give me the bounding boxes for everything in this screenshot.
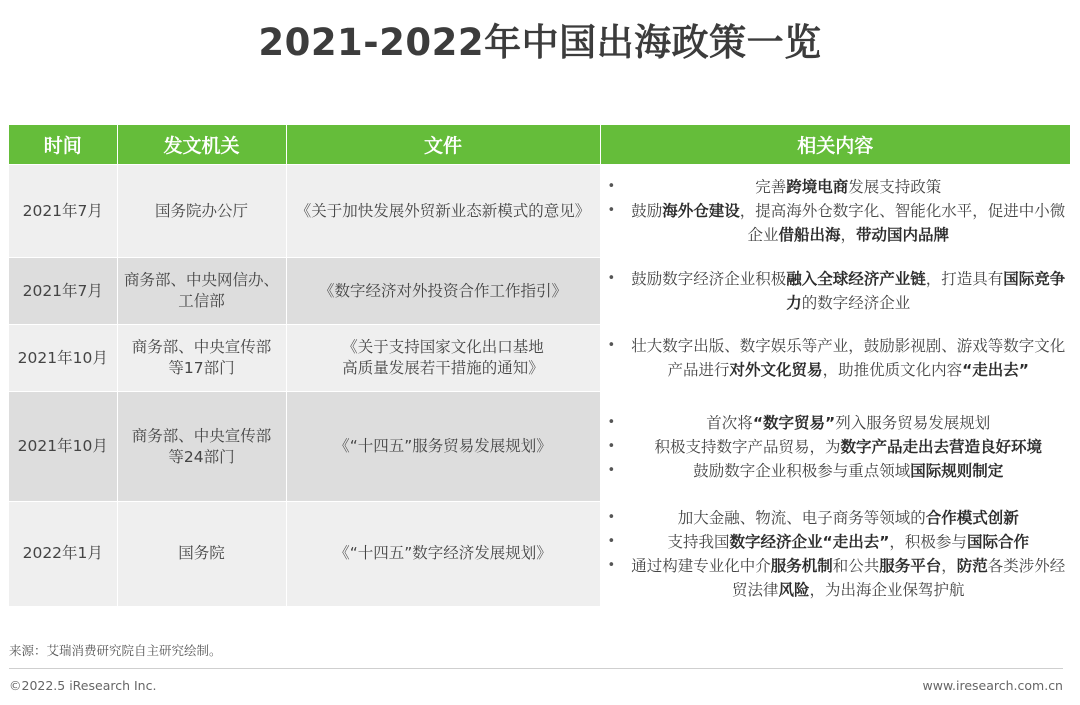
emphasis-text: “数字贸易” xyxy=(752,413,836,432)
bullet-icon: • xyxy=(607,271,616,286)
plain-text: 发展支持政策 xyxy=(848,178,942,196)
header-content: 相关内容 xyxy=(600,125,1070,165)
plain-text: 积极支持数字产品贸易，为 xyxy=(654,437,841,456)
plain-text: 通过构建专业化中介 xyxy=(631,556,771,575)
content-item xyxy=(605,459,1067,483)
plain-text: 和公共 xyxy=(832,556,880,575)
bullet-icon: • xyxy=(607,462,616,478)
plain-text: 鼓励数字经济企业积极 xyxy=(631,270,787,288)
emphasis-text: 融入全球经济产业链 xyxy=(786,270,926,288)
content-item xyxy=(605,411,1067,435)
agency-line: 等24部门 xyxy=(168,447,235,466)
cell-time: 2021年7月 xyxy=(9,165,117,258)
footer-copyright: ©2022.5 iResearch Inc. xyxy=(9,678,157,693)
bullet-icon: • xyxy=(607,338,616,353)
emphasis-text: 合作模式创新 xyxy=(925,508,1019,527)
content-item xyxy=(605,334,1067,382)
content-item xyxy=(605,506,1067,530)
cell-content xyxy=(600,258,1070,325)
policy-table xyxy=(9,125,1070,606)
cell-content xyxy=(600,165,1070,258)
content-item xyxy=(605,175,1067,199)
emphasis-text: 国际合作 xyxy=(966,532,1029,551)
emphasis-text: 服务平台 xyxy=(879,556,942,575)
emphasis-text: 跨境电商 xyxy=(786,178,849,196)
plain-text: ， xyxy=(941,556,957,575)
plain-text: 鼓励数字企业积极参与重点领域 xyxy=(693,461,911,480)
cell-agency xyxy=(117,325,286,392)
emphasis-text: 数字产品走出去营造良好环境 xyxy=(840,437,1043,456)
content-item xyxy=(605,435,1067,459)
page-title: 2021-2022年中国出海政策一览 xyxy=(258,21,822,64)
cell-content xyxy=(600,502,1070,606)
bullet-icon: • xyxy=(607,557,616,573)
plain-text: 列入服务贸易发展规划 xyxy=(835,413,991,432)
cell-time: 2021年10月 xyxy=(9,392,117,502)
header-document: 文件 xyxy=(286,125,600,165)
plain-text: ，为出海企业保驾护航 xyxy=(809,580,965,599)
cell-agency xyxy=(117,502,286,606)
plain-text: 的数字经济企业 xyxy=(801,294,911,312)
plain-text: ，助推优质文化内容 xyxy=(822,361,963,379)
plain-text: ， xyxy=(840,226,857,244)
content-list xyxy=(605,506,1067,602)
document-line: 《数字经济对外投资合作工作指引》 xyxy=(318,281,567,300)
bullet-icon: • xyxy=(607,533,616,549)
cell-document xyxy=(286,502,600,606)
emphasis-text: 数字经济企业“走出去” xyxy=(729,532,890,551)
cell-document xyxy=(286,325,600,392)
plain-text: 首次将 xyxy=(706,413,753,432)
plain-text: ，积极参与 xyxy=(889,532,967,551)
table-row xyxy=(9,392,1070,502)
cell-agency xyxy=(117,392,286,502)
content-item xyxy=(605,199,1067,247)
emphasis-text: 服务机制 xyxy=(770,556,833,575)
content-list xyxy=(605,267,1067,315)
plain-text: 壮大数字出版、数字娱乐等产业，鼓励影视剧、游戏等数字文化产品进行 xyxy=(631,337,1066,379)
bullet-icon: • xyxy=(607,414,616,430)
bullet-icon: • xyxy=(607,179,616,194)
table-row xyxy=(9,258,1070,325)
document-line: 高质量发展若干措施的通知》 xyxy=(342,359,544,377)
cell-document xyxy=(286,392,600,502)
table-row xyxy=(9,502,1070,606)
cell-time: 2021年7月 xyxy=(9,258,117,325)
content-item xyxy=(605,554,1067,602)
content-list xyxy=(605,175,1067,247)
plain-text: ，提高海外仓数字化、智能化水平，促进中小微企业 xyxy=(739,202,1066,244)
table-row xyxy=(9,165,1070,258)
emphasis-text: 对外文化贸易 xyxy=(729,361,823,379)
emphasis-text: 风险 xyxy=(778,580,810,599)
emphasis-text: 海外仓建设 xyxy=(662,202,740,220)
agency-line: 工信部 xyxy=(178,292,225,310)
agency-line: 等17部门 xyxy=(168,359,235,377)
emphasis-text: 防范 xyxy=(956,556,988,575)
bullet-icon: • xyxy=(607,509,616,525)
cell-agency xyxy=(117,258,286,325)
header-time: 时间 xyxy=(9,125,117,165)
emphasis-text: “走出去” xyxy=(962,361,1029,379)
content-list xyxy=(605,334,1067,382)
cell-time: 2022年1月 xyxy=(9,502,117,606)
plain-text: 加大金融、物流、电子商务等领域的 xyxy=(677,508,926,527)
document-line: 《“十四五”服务贸易发展规划》 xyxy=(334,437,552,455)
document-line: 《关于支持国家文化出口基地 xyxy=(342,338,544,356)
cell-content xyxy=(600,392,1070,502)
emphasis-text: 国际规则制定 xyxy=(910,461,1004,480)
cell-content xyxy=(600,325,1070,392)
cell-time: 2021年10月 xyxy=(9,325,117,392)
agency-line: 商务部、中央宣传部 xyxy=(131,338,272,356)
cell-agency xyxy=(117,165,286,258)
emphasis-text: 国际竞争力 xyxy=(786,270,1066,312)
cell-document xyxy=(286,165,600,258)
document-line: 《“十四五”数字经济发展规划》 xyxy=(334,544,552,563)
footer-divider xyxy=(9,668,1063,669)
plain-text: 支持我国 xyxy=(667,532,730,551)
emphasis-text: 借船出海 xyxy=(778,226,841,244)
bullet-icon: • xyxy=(607,203,616,218)
agency-line: 商务部、中央网信办、 xyxy=(123,271,279,289)
table-row xyxy=(9,325,1070,392)
content-list xyxy=(605,411,1067,483)
plain-text: ，打造具有 xyxy=(925,270,1004,288)
emphasis-text: 带动国内品牌 xyxy=(856,226,950,244)
content-item xyxy=(605,267,1067,315)
plain-text: 鼓励 xyxy=(631,202,663,220)
agency-line: 国务院办公厅 xyxy=(154,201,248,220)
plain-text: 完善 xyxy=(755,178,787,196)
document-line: 《关于加快发展外贸新业态新模式的意见》 xyxy=(295,201,591,220)
bullet-icon: • xyxy=(607,438,616,454)
agency-line: 国务院 xyxy=(178,544,225,563)
agency-line: 商务部、中央宣传部 xyxy=(131,426,272,445)
cell-document xyxy=(286,258,600,325)
header-agency: 发文机关 xyxy=(117,125,286,165)
footer-website[interactable]: www.iresearch.com.cn xyxy=(922,678,1063,693)
source-note: 来源：艾瑞消费研究院自主研究绘制。 xyxy=(9,643,222,658)
content-item xyxy=(605,530,1067,554)
plain-text: 各类涉外经贸法律 xyxy=(731,556,1066,599)
table-header-row xyxy=(9,125,1070,165)
